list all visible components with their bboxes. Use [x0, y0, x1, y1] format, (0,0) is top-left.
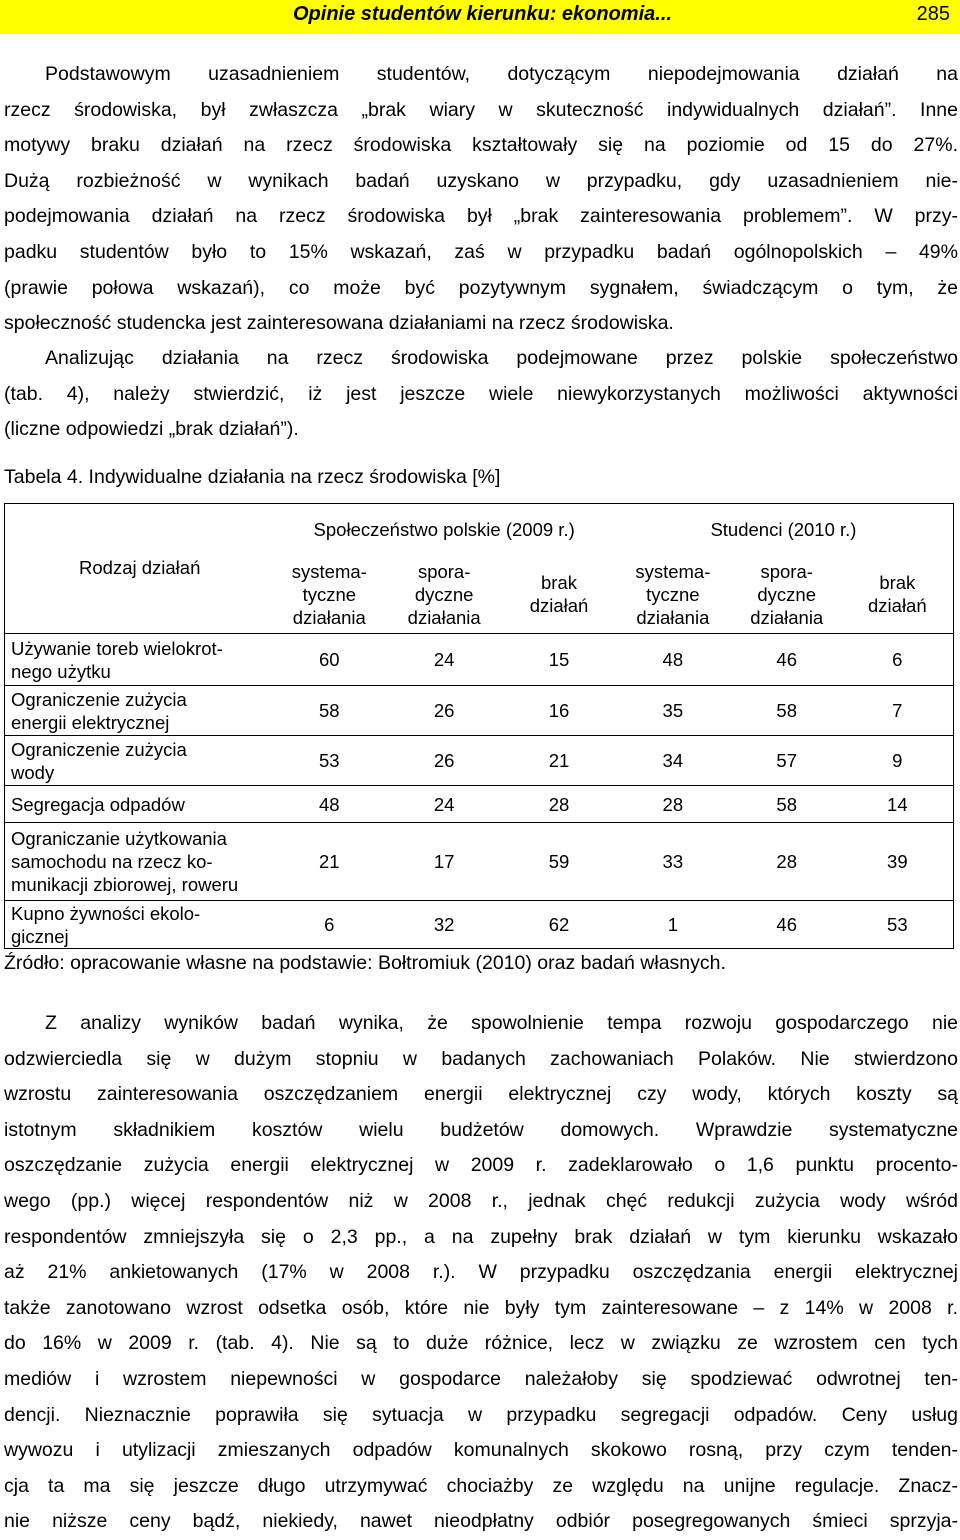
table-cell: 60 [274, 634, 384, 686]
running-header [0, 0, 960, 34]
table-cell: 53 [274, 736, 384, 786]
table-cell: 28 [614, 786, 732, 823]
text-line: Analizując działania na rzecz środowiska podejmowane przez polskie społeczeństwo [45, 347, 958, 369]
table-cell: 24 [384, 634, 504, 686]
paragraph-2 [4, 341, 958, 448]
table-cell: 46 [732, 901, 842, 949]
paragraph-1 [4, 57, 958, 342]
table-cell: 17 [384, 823, 504, 901]
table-cell: 6 [842, 634, 954, 686]
table-cell: 48 [614, 634, 732, 686]
text-line: do 16% w 2009 r. (tab. 4). Nie są to duże różnice, lecz w związku ze wzrostem cen tych [4, 1332, 958, 1355]
text-line: (tab. 4), należy stwierdzić, iż jest jeszcze wiele niewykorzystanych możliwości aktywności [4, 382, 958, 405]
table-cell: 58 [274, 686, 384, 736]
row-header: Rodzaj działań [5, 556, 275, 634]
group-header: Społeczeństwo polskie (2009 r.) [274, 504, 614, 556]
row-label: Ograniczanie użytkowania samochodu na rzecz ko- munikacji zbiorowej, roweru [5, 823, 275, 901]
table-cell: 1 [614, 901, 732, 949]
row-label: Ograniczenie zużycia wody [5, 736, 275, 786]
data-table [4, 503, 954, 949]
table-cell: 48 [274, 786, 384, 823]
sub-header: spora- dyczne działania [750, 560, 824, 628]
text-line: (prawie połowa wskazań), co może być pozytywnym sygnałem, świadczącym o tym, że [4, 276, 958, 299]
table-cell: 57 [732, 736, 842, 786]
text-line: dencji. Nieznacznie poprawiła się sytuacja w przypadku segregacji odpadów. Ceny usług [4, 1403, 958, 1426]
row-label: Segregacja odpadów [5, 786, 275, 823]
table-row [5, 823, 954, 901]
table-cell: 32 [384, 901, 504, 949]
text-line: rzecz środowiska, był zwłaszcza „brak wiary w skuteczność indywidualnych działań”. Inne [4, 98, 958, 121]
table-cell: 28 [504, 786, 614, 823]
sub-header: spora- dyczne działania [407, 560, 481, 628]
table-cell: 26 [384, 686, 504, 736]
sub-header: systema- tyczne działania [635, 560, 711, 628]
table-cell: 24 [384, 786, 504, 823]
text-line: Podstawowym uzasadnieniem studentów, dotyczącym niepodejmowania działań na [45, 63, 958, 85]
table-row [5, 786, 954, 823]
paragraph-3 [4, 1006, 958, 1540]
table-cell: 35 [614, 686, 732, 736]
table-cell: 21 [274, 823, 384, 901]
table-cell: 39 [842, 823, 954, 901]
text-line: padku studentów było to 15% wskazań, zaś w przypadku badań ogólnopolskich – 49% [4, 240, 958, 263]
table-cell: 16 [504, 686, 614, 736]
table-cell: 28 [732, 823, 842, 901]
table-cell: 6 [274, 901, 384, 949]
group-header: Studenci (2010 r.) [614, 504, 954, 556]
table-cell: 15 [504, 634, 614, 686]
text-line: wzrostu zainteresowania oszczędzaniem energii elektrycznej czy wody, których koszty są [4, 1083, 958, 1106]
table-row [5, 686, 954, 736]
text-line: także zanotowano wzrost odsetka osób, które nie były tym zainteresowane – z 14% w 2008 r. [4, 1296, 958, 1319]
table-cell: 58 [732, 786, 842, 823]
table-cell: 14 [842, 786, 954, 823]
text-line: mediów i wzrostem niepewności w gospodarce należałoby się spodziewać odwrotnej ten- [4, 1367, 958, 1390]
table-row [5, 736, 954, 786]
table-cell: 58 [732, 686, 842, 736]
header-title: Opinie studentów kierunku: ekonomia... [293, 3, 672, 25]
table-cell: 34 [614, 736, 732, 786]
table-row [5, 634, 954, 686]
text-line: odzwierciedla się w dużym stopniu w badanych zachowaniach Polaków. Nie stwierdzono [4, 1047, 958, 1070]
table-cell: 9 [842, 736, 954, 786]
text-line: wego (pp.) więcej respondentów niż w 2008 r., jednak chęć redukcji zużycia wody wśród [4, 1189, 958, 1212]
row-label: Kupno żywności ekolo- gicznej [5, 901, 275, 949]
sub-header: brak działań [529, 572, 589, 617]
text-line: podejmowania działań na rzecz środowiska był „brak zainteresowania problemem”. W przy- [4, 205, 958, 228]
text-line: motywy braku działań na rzecz środowiska kształtowały się na poziomie od 15 do 27%. [4, 134, 958, 157]
table-row [5, 901, 954, 949]
text-line: wywozu i utylizacji zmieszanych odpadów komunalnych skokowo rosną, przy czym tenden- [4, 1439, 958, 1462]
table-cell: 62 [504, 901, 614, 949]
text-line: cja ta ma się jeszcze długo utrzymywać chociażby ze względu na unijne regulacje. Znacz- [4, 1474, 958, 1497]
table-cell: 46 [732, 634, 842, 686]
text-line: Z analizy wyników badań wynika, że spowolnienie tempa rozwoju gospodarczego nie [45, 1012, 958, 1034]
text-line: oszczędzanie zużycia energii elektrycznej w 2009 r. zadeklarowało o 1,6 punktu procento- [4, 1154, 958, 1177]
table-cell: 7 [842, 686, 954, 736]
text-line: aż 21% ankietowanych (17% w 2008 r.). W przypadku oszczędzania energii elektrycznej [4, 1261, 958, 1284]
row-label: Ograniczenie zużycia energii elektrycznej [5, 686, 275, 736]
text-line: istotnym składnikiem kosztów wielu budżetów domowych. Wprawdzie systematyczne [4, 1118, 958, 1141]
text-line: społeczność studencka jest zainteresowana działaniami na rzecz środowiska. [4, 312, 674, 335]
table-corner [5, 504, 275, 556]
table-cell: 53 [842, 901, 954, 949]
row-label: Używanie toreb wielokrot- nego użytku [5, 634, 275, 686]
table-cell: 21 [504, 736, 614, 786]
page-number: 285 [916, 3, 950, 25]
sub-header: systema- tyczne działania [291, 560, 367, 628]
sub-header: brak działań [842, 556, 954, 634]
table-source: Źródło: opracowanie własne na podstawie: Bołtromiuk (2010) oraz badań własnych. [4, 952, 726, 974]
table-caption: Tabela 4. Indywidualne działania na rzecz środowiska [%] [4, 466, 501, 488]
table-cell: 59 [504, 823, 614, 901]
table-cell: 33 [614, 823, 732, 901]
table-cell: 26 [384, 736, 504, 786]
text-line: nie niższe ceny bądź, niekiedy, nawet nieodpłatny odbiór posegregowanych śmieci sprzyja- [4, 1510, 958, 1533]
text-line: respondentów zmniejszyła się o 2,3 pp., a na zupełny brak działań w tym kierunku wskazało [4, 1225, 958, 1248]
text-line: (liczne odpowiedzi „brak działań”). [4, 418, 299, 441]
text-line: Dużą rozbieżność w wynikach badań uzyskano w przypadku, gdy uzasadnieniem nie- [4, 169, 958, 192]
